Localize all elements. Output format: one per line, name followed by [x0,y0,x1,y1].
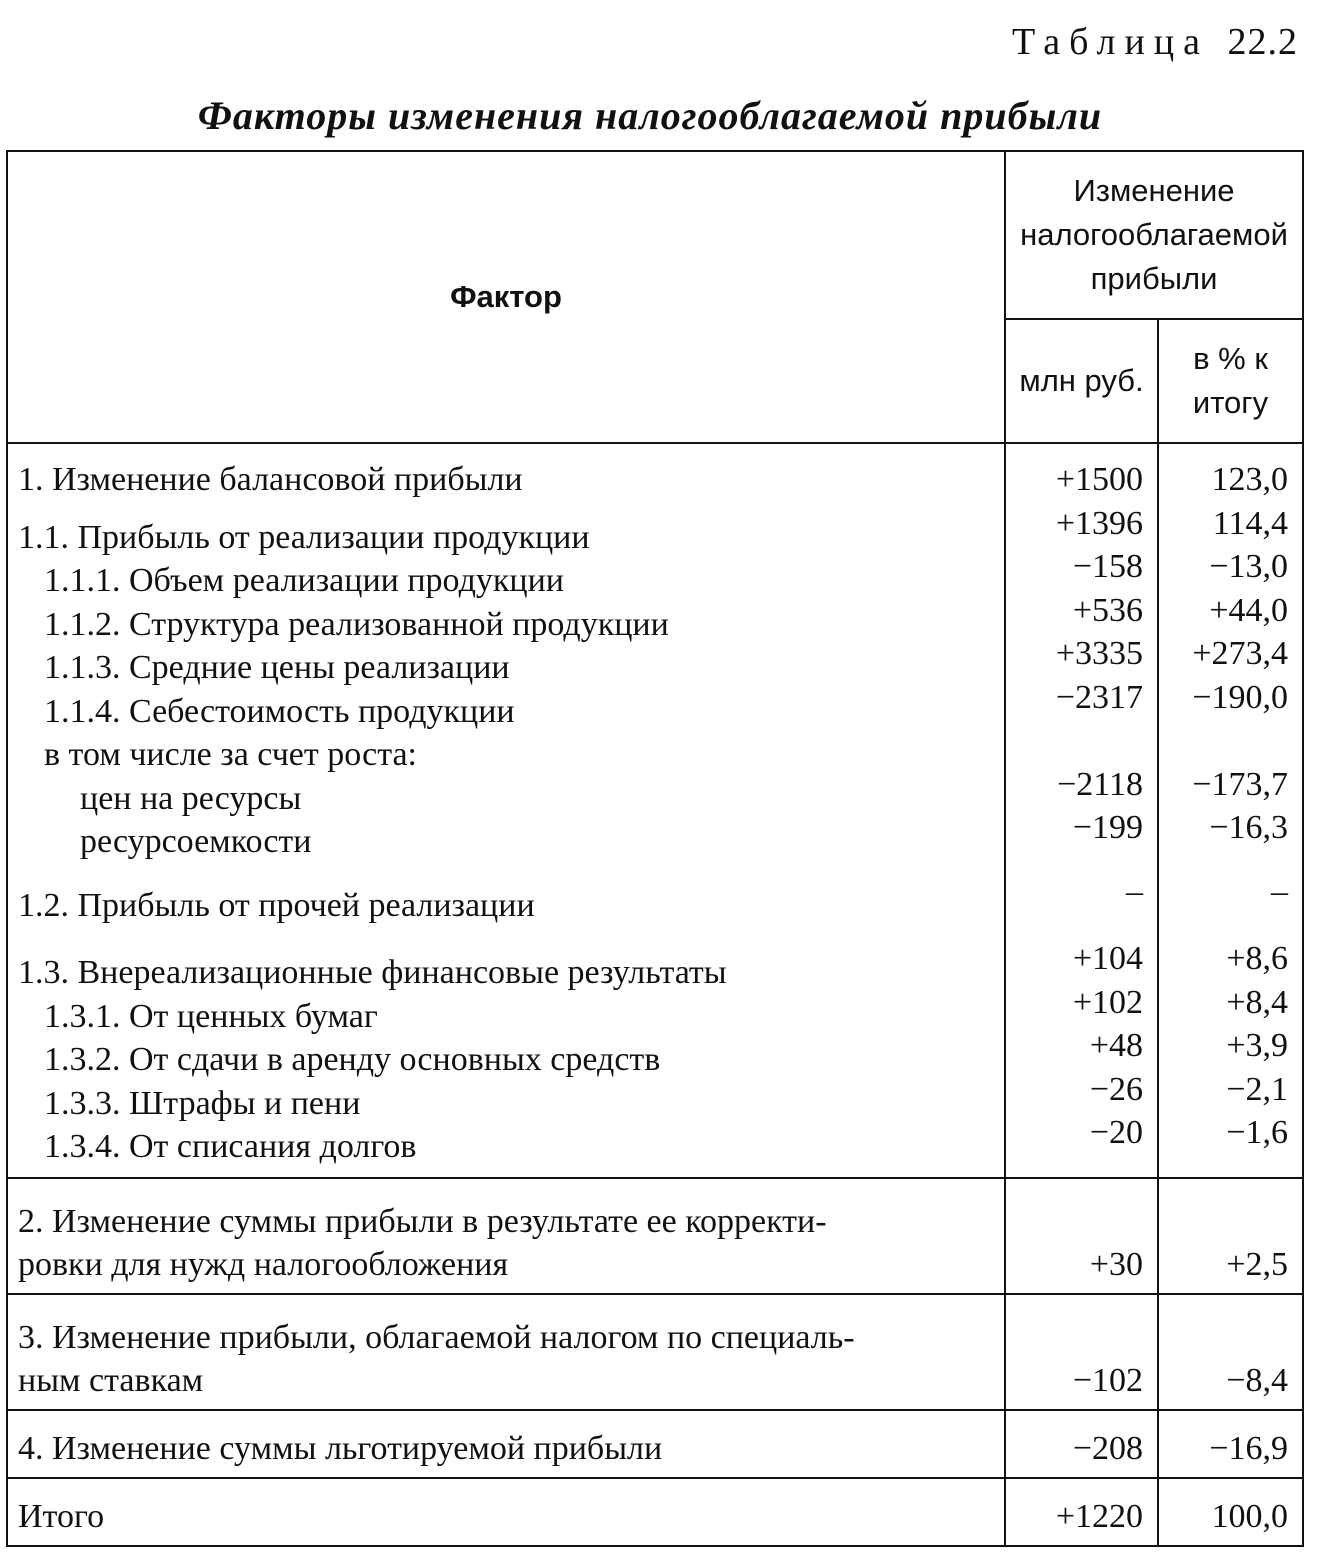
factor-2-line1: 2. Изменение суммы прибыли в результате ее корректи- [18,1202,827,1240]
factor-incl: в том числе за счет роста: [44,736,418,774]
pct-1-3-4: −1,6 [1226,1114,1289,1152]
pct-1-1-4: −190,0 [1192,678,1289,716]
pct-4: −16,9 [1158,1410,1303,1478]
factor-resource-prices: цен на ресурсы [80,779,302,817]
mln-1-1-4: −2317 [1055,678,1143,716]
header-pct-text: в % к итогу [1192,340,1269,420]
pct-incl [1159,719,1288,763]
factor-1-1-3: 1.1.3. Средние цены реализации [44,649,510,687]
header-change-text: Изменение налогооблагаемой прибыли [1020,172,1288,296]
factor-1-3-4: 1.3.4. От списания долгов [44,1128,417,1166]
factor-1-3-2: 1.3.2. От сдачи в аренду основных средств [44,1041,661,1079]
mln-1-1-3: +3335 [1055,635,1143,673]
factor-1-1-1: 1.1.1. Объем реализации продукции [44,562,564,600]
factor-1: 1. Изменение балансовой прибыли [18,461,523,498]
header-factor: Фактор [7,151,1005,443]
pct-3: −8,4 [1158,1294,1303,1410]
table-row-4 [7,1410,1303,1478]
mln-1-3-1: +102 [1072,983,1143,1021]
header-mln [1005,319,1158,443]
pct-2: +2,5 [1158,1178,1303,1294]
pct-total: 100,0 [1158,1478,1303,1546]
pct-1-3-1: +8,4 [1226,983,1289,1021]
mln-1: +1500 [1055,461,1143,498]
table-word: Таблица [1011,21,1209,63]
pct-1: 123,0 [1211,461,1289,498]
header-pct [1158,319,1303,443]
mln-1-1-1: −158 [1072,548,1143,586]
factor-resource-intensity: ресурсоемкости [80,823,312,861]
mln-1-3-2: +48 [1089,1027,1143,1065]
table-row-total [7,1478,1303,1546]
factor-1-3-1: 1.3.1. От ценных бумаг [44,997,378,1035]
factor-1-2: 1.2. Прибыль от прочей реализации [18,886,535,924]
mln-1-1: +1396 [1055,504,1143,542]
pct-1-1: 114,4 [1212,504,1289,542]
pct-1-3: +8,6 [1226,940,1289,978]
factor-2-line2: ровки для нужд налогообложения [18,1246,509,1284]
pct-resource-intensity: −16,3 [1209,809,1289,847]
factor-2 [7,1178,1005,1294]
header-mln-text: млн руб. [1019,362,1144,398]
table-title: Факторы изменения налогооблагаемой прибыли [197,93,1103,138]
pct-1-3-2: +3,9 [1226,1027,1289,1065]
mln-1-2: – [1126,872,1143,910]
pct-1-2: – [1271,872,1289,910]
table-row-3 [7,1294,1303,1410]
factor-3 [7,1294,1005,1410]
pct-1-1-2: +44,0 [1209,591,1289,629]
profit-factors-table [6,150,1304,1547]
mln-4: −208 [1005,1410,1158,1478]
mln-1-1-2: +536 [1072,591,1143,629]
mln-cell-main [1005,443,1158,1178]
mln-incl [1006,719,1143,763]
pct-cell-main [1158,443,1303,1178]
mln-total: +1220 [1005,1478,1158,1546]
table-row-main [7,443,1303,1178]
factor-3-line2: ным ставкам [18,1362,204,1400]
mln-3: −102 [1005,1294,1158,1410]
mln-1-3-3: −26 [1089,1070,1143,1108]
mln-2: +30 [1005,1178,1158,1294]
factor-1-3-3: 1.3.3. Штрафы и пени [44,1084,361,1122]
pct-resource-prices: −173,7 [1192,765,1289,803]
factor-cell-main [7,443,1005,1178]
factor-total: Итого [7,1478,1005,1546]
mln-resource-intensity: −199 [1072,809,1143,847]
table-row-2 [7,1178,1303,1294]
factor-1-1-2: 1.1.2. Структура реализованной продукции [44,605,669,643]
factor-1-1-4: 1.1.4. Себестоимость продукции [44,692,515,730]
pct-1-3-3: −2,1 [1226,1070,1289,1108]
pct-1-1-3: +273,4 [1192,635,1289,673]
pct-1-1-1: −13,0 [1209,548,1289,586]
mln-1-3-4: −20 [1089,1114,1143,1152]
header-change [1005,151,1303,319]
table-label [1012,20,1298,64]
factor-1-3: 1.3. Внереализационные финансовые результаты [18,954,727,992]
mln-1-3: +104 [1072,940,1143,978]
factor-4: 4. Изменение суммы льготируемой прибыли [7,1410,1005,1478]
factor-3-line1: 3. Изменение прибыли, облагаемой налогом по специаль- [18,1318,855,1356]
mln-resource-prices: −2118 [1057,765,1143,803]
table-number: 22.2 [1227,21,1298,63]
factor-1-1: 1.1. Прибыль от реализации продукции [18,518,590,556]
